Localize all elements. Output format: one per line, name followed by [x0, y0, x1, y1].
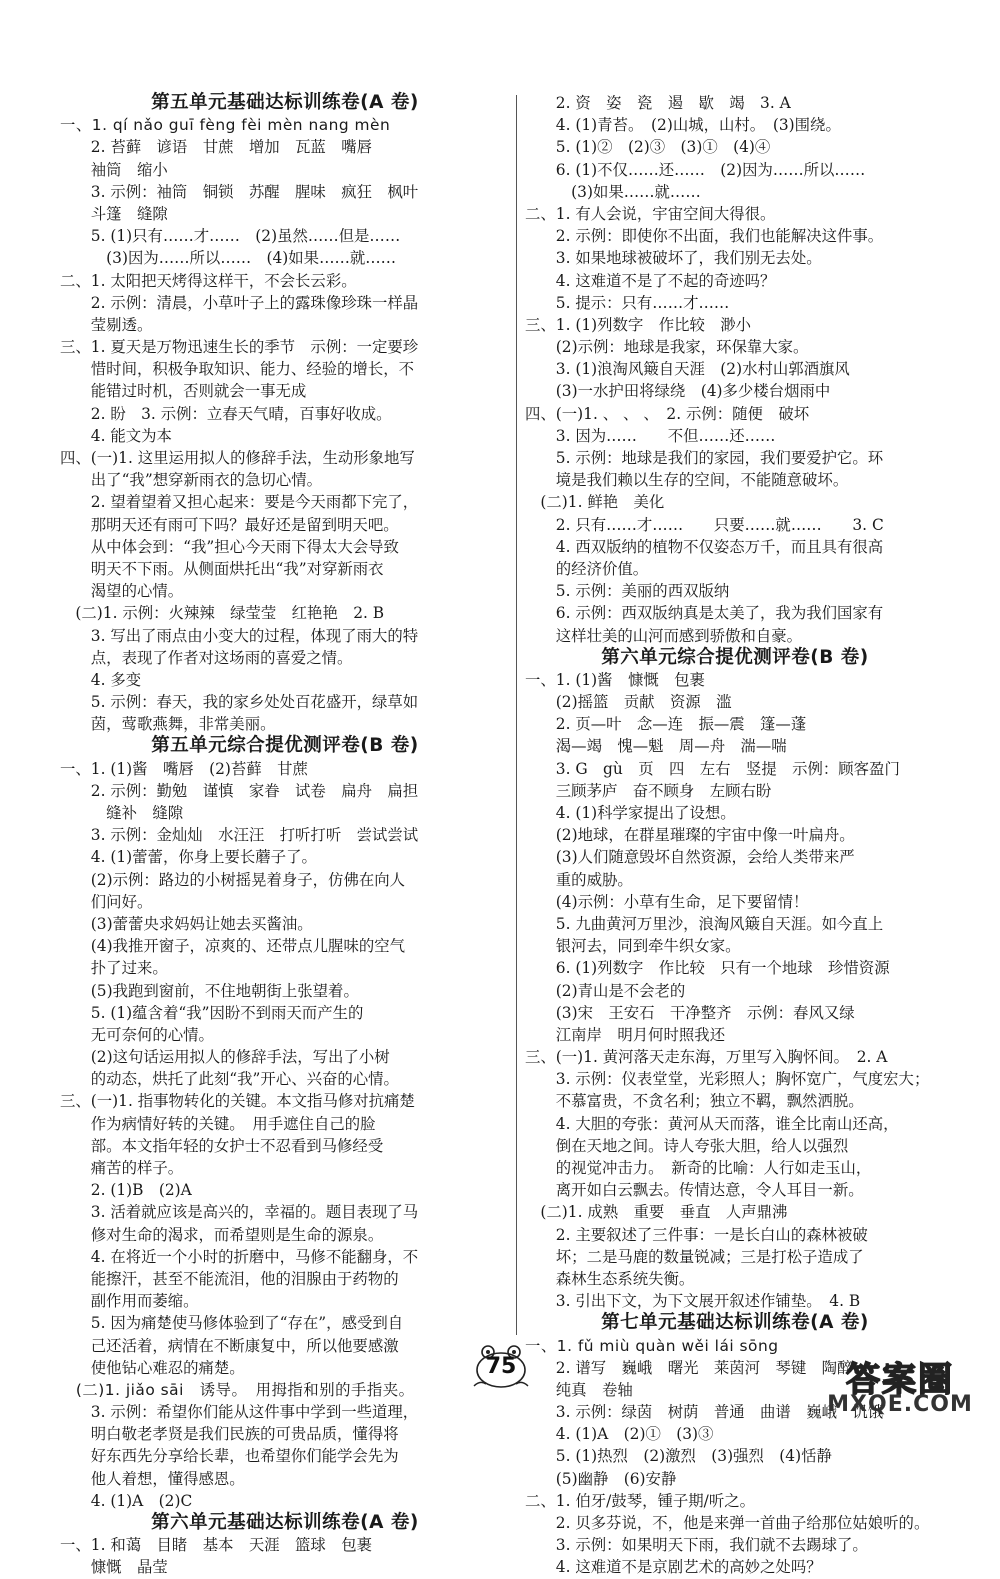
answer-line: 2. 盼 3. 示例：立春天气晴，百事好收成。: [60, 404, 392, 423]
answer-line: 修对生命的渴求，而希望则是生命的源泉。: [60, 1225, 384, 1244]
answer-line: 4. (1)蕾蕾，你身上要长蘑子了。: [60, 848, 317, 867]
answer-line: (二)1. 鲜艳 美化: [525, 493, 665, 512]
answer-line: (3)如果……就……: [525, 182, 701, 201]
answer-line: 一、1. (1)酱 慷慨 包裹: [525, 670, 705, 689]
answer-line: 渴望的心情。: [60, 582, 184, 601]
answer-line: 二、1. 有人会说，宇宙空间大得很。: [525, 204, 776, 223]
answer-line: (5)我跑到窗前，不住地朝街上张望着。: [60, 981, 359, 1000]
answer-line: 3. 引出下文，为下文展开叙述作铺垫。 4. B: [525, 1292, 861, 1311]
answer-line: 好东西先分享给长辈，也希望你们能学会先为: [60, 1447, 399, 1466]
answer-line: 4. 在将近一个小时的折磨中，马修不能翻身，不: [60, 1247, 419, 1266]
answer-line: 3. 示例：袖筒 铜锁 苏醒 腥味 疯狂 枫叶: [60, 182, 419, 201]
answer-line: 三、(一)1. 指事物转化的关键。本文指马修对抗痛楚: [60, 1092, 415, 1111]
answer-line: 3. 示例：绿茵 树荫 普通 曲谱 巍峨 饥饿: [525, 1403, 884, 1422]
answer-line: (2)示例：地球是我家，环保靠大家。: [525, 338, 809, 357]
answer-line: 的经济价值。: [525, 559, 649, 578]
answer-line: 纯真 卷轴: [525, 1380, 633, 1399]
answer-line: 二、1. 太阳把天烤得这样干，不会长云彩。: [60, 271, 357, 290]
answer-line: 无可奈何的心情。: [60, 1025, 214, 1044]
page-number: 75: [485, 1354, 517, 1379]
answer-line: 4. 西双版纳的植物不仅姿态万千，而且具有很高: [525, 537, 884, 556]
answer-line: 2. 望着望着又担心起来：要是今天雨都下完了，: [60, 493, 419, 512]
answer-line: 部。本文指年轻的女护士不忍看到马修经受: [60, 1136, 384, 1155]
answer-line: 5. 示例：美丽的西双版纳: [525, 582, 730, 601]
answer-line: 3. 示例：金灿灿 水汪汪 打听打听 尝试尝试: [60, 826, 419, 845]
answer-line: 四、(一)1. 这里运用拟人的修辞手法，生动形象地写: [60, 449, 415, 467]
answer-line: 离开如白云飘去。传情达意，令人耳目一新。: [525, 1181, 864, 1200]
answer-line: 3. G gù 页 四 左右 竖提 示例：顾客盈门: [525, 759, 900, 778]
answer-line: 2. 资 姿 瓷 遏 歇 竭 3. A: [525, 94, 791, 112]
answer-line: 袖筒 缩小: [60, 160, 168, 179]
answer-line: (二)1. 成熟 重要 垂直 人声鼎沸: [525, 1203, 788, 1222]
answer-line: 4. (1)科学家提出了设想。: [525, 804, 736, 822]
answer-line: 一、1. qí nǎo guī fèng fèi mèn nang mèn: [60, 116, 391, 135]
answer-line: 能擦汗，甚至不能流泪，他的泪腺由于药物的: [60, 1269, 399, 1288]
answer-line: 5. (1)热烈 (2)激烈 (3)强烈 (4)恬静: [525, 1447, 832, 1466]
answer-line: 莹剔透。: [60, 315, 153, 334]
answer-line: 3. 示例：希望你们能从这件事中学到一些道理，: [60, 1403, 419, 1422]
answer-line: 点，表现了作者对这场雨的喜爱之情。: [60, 648, 353, 667]
answer-line: (2)地球，在群星璀璨的宇宙中像一叶扁舟。: [525, 826, 855, 845]
answer-line: (2)示例：路边的小树摇晃着身子，仿佛在向人: [60, 870, 406, 889]
answer-line: (2)青山是不会老的: [525, 981, 686, 1000]
page-number-badge: [468, 1342, 534, 1392]
answer-line: 6. (1)不仅……还…… (2)因为……所以……: [525, 160, 866, 179]
answer-line: 从中体会到：“我”担心今天雨下得太大会导致: [60, 537, 399, 556]
answer-line: 5. (1)② (2)③ (3)① (4)④: [525, 138, 771, 157]
section-heading: 第五单元综合提优测评卷(B 卷): [151, 735, 419, 757]
answer-line: 重的威胁。: [525, 870, 633, 889]
answer-line: (2)这句话运用拟人的修辞手法，写出了小树: [60, 1048, 390, 1067]
answer-line: (二)1. jiǎo sāi 诱导。 用拇指和别的手指夹。: [60, 1380, 415, 1399]
answer-line: 4. 这难道不是京剧艺术的高妙之处吗？: [525, 1558, 822, 1577]
answer-line: (3)一水护田将绿绕 (4)多少楼台烟雨中: [525, 382, 831, 401]
answer-line: 4. (1)青苔。 (2)山城，山村。 (3)围绕。: [525, 116, 841, 135]
answer-line: 慷慨 晶莹: [60, 1558, 168, 1577]
answer-line: 明天不下雨。从侧面烘托出“我”对穿新雨衣: [60, 559, 384, 578]
answer-line: 二、1. 伯牙/鼓琴，锺子期/听之。: [525, 1491, 756, 1510]
answer-line: 那明天还有雨可下吗？最好还是留到明天吧。: [60, 515, 399, 534]
answer-line: 2. 示例：清晨，小草叶子上的露珠像珍珠一样晶: [60, 293, 419, 312]
answer-line: 6. (1)列数字 作比较 只有一个地球 珍惜资源: [525, 959, 890, 978]
answer-line: (5)幽静 (6)安静: [525, 1469, 677, 1488]
answer-line: 2. 页—叶 念—连 振—震 篷—蓬: [525, 715, 807, 734]
answer-line: 惜时间，积极争取知识、能力、经验的增长，不: [60, 360, 414, 379]
answer-line: 5. 示例：春天，我的家乡处处百花盛开，绿草如: [60, 693, 419, 712]
answer-line: 出了“我”想穿新雨衣的急切心情。: [60, 471, 322, 490]
answer-line: (4)示例：小草有生命，足下要留情！: [525, 892, 809, 911]
answer-line: 四、(一)1. 、 、 、 2. 示例：随便 破坏: [525, 404, 810, 423]
answer-line: 明白敬老孝贤是我们民族的可贵品质，懂得将: [60, 1425, 399, 1444]
answer-line: 5. 因为痛楚使马修体验到了“存在”，感受到自: [60, 1314, 404, 1333]
answer-line: 2. 示例：勤勉 谨慎 家眷 试卷 扁舟 扁担: [60, 781, 419, 800]
answer-line: 的动态，烘托了此刻“我”开心、兴奋的心情。: [60, 1070, 399, 1089]
answer-line: 三、1. (1)列数字 作比较 渺小: [525, 315, 752, 334]
section-heading: 第七单元基础达标训练卷(A 卷): [601, 1312, 869, 1334]
answer-line: 3. 如果地球被破坏了，我们别无去处。: [525, 249, 822, 268]
answer-line: 4. 大胆的夸张：黄河从天而落，谁全比南山还高，: [525, 1114, 899, 1133]
answer-line: 扑了过来。: [60, 959, 168, 978]
answer-line: 3. 因为…… 不但……还……: [525, 426, 776, 445]
answer-line: 5. (1)蕴含着“我”因盼不到雨天而产生的: [60, 1003, 364, 1022]
answer-line: 江南岸 明月何时照我还: [525, 1025, 726, 1044]
answer-line: 3. 示例：如果明天下雨，我们就不去踢球了。: [525, 1536, 868, 1555]
answer-line: 5. (1)只有……才…… (2)虽然……但是……: [60, 227, 401, 246]
answer-line: 一、1. fǔ miù quàn wěi lái sōng: [525, 1336, 779, 1355]
answer-line: 能错过时机，否则就会一事无成: [60, 382, 307, 401]
column-divider: [516, 95, 517, 1335]
answer-line: (3)人们随意毁坏自然资源，会给人类带来严: [525, 848, 855, 867]
answer-line: (3)宋 王安石 干净整齐 示例：春风又绿: [525, 1003, 855, 1022]
answer-line: 痛苦的样子。: [60, 1159, 184, 1177]
answer-line: 坏；二是马鹿的数量锐减；三是打松子造成了: [525, 1247, 864, 1266]
answer-line: (4)我推开窗子，凉爽的、还带点儿腥味的空气: [60, 937, 406, 956]
answer-line: 4. 这难道不是了不起的奇迹吗？: [525, 271, 776, 290]
answer-line: 副作用而萎缩。: [60, 1292, 199, 1311]
answer-line: 境是我们赖以生存的空间，不能随意破坏。: [525, 471, 849, 490]
answer-line: 4. 能文为本: [60, 426, 172, 445]
answer-line: 这样壮美的山河而感到骄傲和自豪。: [525, 626, 803, 645]
answer-line: 使他钻心难忍的痛楚。: [60, 1358, 245, 1377]
answer-line: 斗篷 缝隙: [60, 204, 168, 223]
answer-line: 三、(一)1. 黄河落天走东海，万里写入胸怀间。 2. A: [525, 1048, 888, 1067]
answer-line: 5. 示例：地球是我们的家园，我们要爱护它。环: [525, 449, 884, 467]
answer-line: 5. 提示：只有……才……: [525, 293, 730, 312]
answer-line: 己还活着，病情在不断康复中，所以他要感激: [60, 1336, 399, 1355]
answer-line: 2. 主要叙述了三件事：一是长白山的森林被破: [525, 1225, 868, 1244]
answer-line: 6. 示例：西双版纳真是太美了，我为我们国家有: [525, 604, 884, 623]
answer-line: 银河去，同到牵牛织女家。: [525, 937, 741, 956]
answer-line: 森林生态系统失衡。: [525, 1269, 695, 1288]
answer-line: 们问好。: [60, 892, 153, 911]
answer-line: (2)摇篮 贡献 资源 滥: [525, 693, 732, 712]
answer-line: 5. 九曲黄河万里沙，浪淘风簸自天涯。如今直上: [525, 914, 884, 933]
answer-line: 渴—竭 愧—魁 周—舟 湍—喘: [525, 737, 787, 756]
answer-line: (3)蕾蕾央求妈妈让她去买酱油。: [60, 914, 313, 933]
answer-line: 一、1. (1)酱 嘴唇 (2)苔藓 甘蔗: [60, 759, 308, 778]
answer-line: 3. (1)浪淘风簸自天涯 (2)水村山郭酒旗风: [525, 360, 850, 379]
answer-line: 的视觉冲击力。 新奇的比喻：人行如走玉山，: [525, 1159, 872, 1177]
answer-line: (二)1. 示例：火辣辣 绿莹莹 红艳艳 2. B: [60, 604, 385, 623]
answer-line: 2. 苔藓 谚语 甘蔗 增加 瓦蓝 嘴唇: [60, 138, 372, 157]
answer-line: 他人着想，懂得感恩。: [60, 1469, 245, 1488]
watermark-logo: [812, 1352, 988, 1422]
answer-line: 3. 活着就应该是高兴的，幸福的。题目表现了马: [60, 1203, 419, 1222]
watermark-brand: 答案圈: [846, 1360, 954, 1400]
answer-line: 4. (1)A (2)① (3)③: [525, 1425, 714, 1444]
answer-line: 三顾茅庐 奋不顾身 左顾右盼: [525, 781, 772, 800]
answer-line: 2. 谱写 巍峨 曙光 莱茵河 琴键 陶醉: [525, 1358, 853, 1377]
answer-line: 茵，莺歌燕舞，非常美丽。: [60, 715, 276, 734]
answer-line: 三、1. 夏天是万物迅速生长的季节 示例：一定要珍: [60, 338, 419, 357]
answer-line: 2. 只有……才…… 只要……就…… 3. C: [525, 515, 884, 534]
section-heading: 第六单元综合提优测评卷(B 卷): [601, 646, 869, 668]
answer-line: 2. (1)B (2)A: [60, 1181, 192, 1200]
answer-line: 4. 多变: [60, 670, 142, 689]
section-heading: 第六单元基础达标训练卷(A 卷): [151, 1512, 419, 1533]
answer-line: 不慕富贵，不贪名利；独立不羁，飘然洒脱。: [525, 1092, 864, 1111]
section-heading: 第五单元基础达标训练卷(A 卷): [151, 92, 419, 113]
answer-line: (3)因为……所以…… (4)如果……就……: [60, 249, 397, 268]
answer-line: 一、1. 和蔼 目睹 基本 天涯 篮球 包裹: [60, 1536, 372, 1555]
answer-line: 3. 示例：仪表堂堂，光彩照人；胸怀宽广，气度宏大；: [525, 1070, 930, 1089]
answer-line: 4. (1)A (2)C: [60, 1491, 193, 1510]
answer-line: 2. 示例：即使你不出面，我们也能解决这件事。: [525, 227, 884, 246]
watermark-site: MXQE.COM: [827, 1392, 973, 1417]
answer-line: 缝补 缝隙: [60, 804, 184, 822]
answer-line: 2. 贝多芬说，不，他是来弹一首曲子给那位姑娘听的。: [525, 1514, 930, 1532]
left-column: [60, 92, 510, 1579]
answer-line: 3. 写出了雨点由小变大的过程，体现了雨大的特: [60, 626, 419, 645]
answer-line: 作为病情好转的关键。 用手遮住自己的脸: [60, 1114, 376, 1133]
answer-line: 倒在天地之间。诗人夸张大胆，给人以强烈: [525, 1136, 849, 1155]
